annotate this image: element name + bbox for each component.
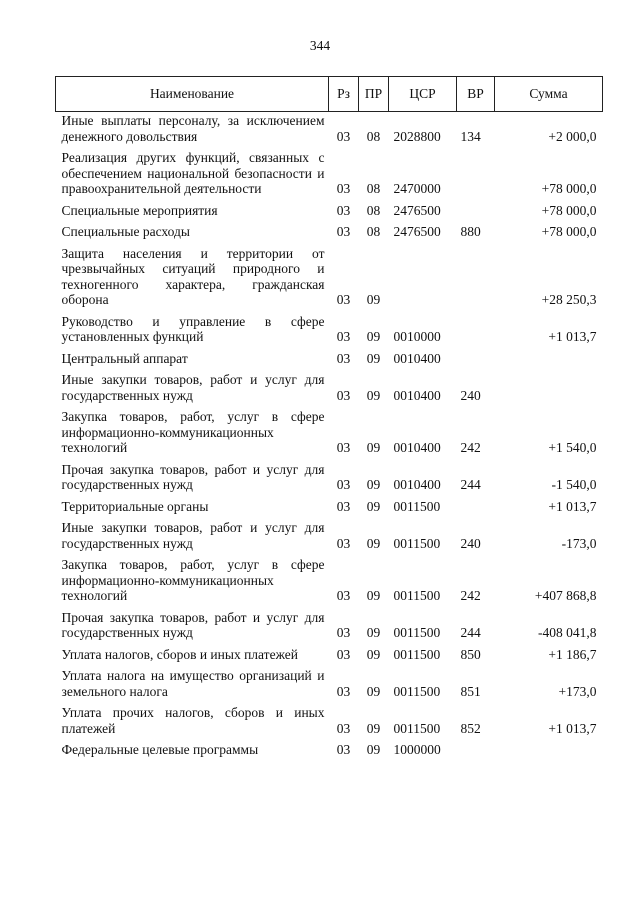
table-row [56, 403, 603, 456]
row-vr: 880 [460, 224, 481, 239]
row-rz: 03 [336, 535, 351, 551]
row-pr: 09 [366, 350, 381, 366]
table-row [56, 456, 603, 493]
row-rz: 03 [336, 202, 351, 218]
table-row [56, 514, 603, 551]
table-row [56, 662, 603, 699]
row-csr: 0010400 [393, 440, 441, 455]
row-pr: 09 [366, 387, 381, 403]
row-name: Прочая закупка товаров, работ и услуг для государственных нужд [61, 461, 325, 492]
row-csr: 0011500 [393, 588, 441, 603]
page-number: 344 [309, 38, 331, 53]
row-name: Иные закупки товаров, работ и услуг для государственных нужд [61, 520, 325, 551]
row-rz: 03 [336, 625, 351, 640]
row-csr: 2028800 [393, 128, 441, 144]
row-pr: 08 [366, 128, 381, 144]
row-sum: +78 000,0 [541, 224, 597, 239]
row-csr: 0011500 [393, 625, 441, 640]
row-name: Уплата налогов, сборов и иных платежей [61, 646, 298, 662]
row-name: Защита населения и территории от чрезвычайных ситуаций природного и техногенного характера, гражданская оборона [61, 245, 325, 307]
table-row [56, 736, 603, 758]
row-sum: +78 000,0 [541, 202, 597, 218]
row-vr: 242 [460, 588, 481, 603]
row-name: Реализация других функций, связанных с обеспечением национальной безопасности и правоохранительной деятельности [61, 150, 325, 196]
row-vr [457, 197, 495, 219]
row-pr: 09 [366, 498, 381, 514]
row-name: Специальные мероприятия [61, 202, 218, 218]
row-rz: 03 [336, 646, 351, 662]
table-body [56, 112, 603, 758]
row-rz: 03 [336, 588, 351, 603]
row-pr: 08 [366, 202, 381, 218]
row-csr: 0010000 [393, 329, 441, 344]
row-rz: 03 [336, 292, 351, 307]
row-pr: 09 [366, 646, 381, 662]
row-rz: 03 [336, 742, 351, 757]
row-sum: +1 013,7 [548, 498, 597, 514]
row-name: Федеральные целевые программы [61, 742, 259, 757]
row-pr: 09 [366, 588, 381, 603]
row-csr: 0011500 [393, 535, 441, 551]
header-vr: ВР [457, 77, 495, 112]
row-vr: 851 [460, 683, 481, 699]
row-pr: 09 [366, 477, 381, 492]
row-vr [457, 736, 495, 758]
row-name: Закупка товаров, работ, услуг в сфере информационно-коммуникационных технологий [61, 557, 325, 603]
row-name: Закупка товаров, работ, услуг в сфере информационно-коммуникационных технологий [61, 409, 325, 455]
row-vr [457, 240, 495, 308]
row-pr: 09 [366, 742, 381, 757]
row-name: Руководство и управление в сфере установленных функций [61, 313, 325, 344]
row-vr: 244 [460, 625, 481, 640]
row-name: Уплата прочих налогов, сборов и иных платежей [61, 705, 325, 736]
row-name: Специальные расходы [61, 224, 190, 239]
table-row [56, 604, 603, 641]
table-row [56, 345, 603, 367]
row-vr [457, 308, 495, 345]
row-sum: +1 013,7 [548, 329, 597, 344]
row-csr: 2476500 [393, 224, 441, 239]
row-sum: -1 540,0 [551, 477, 597, 492]
row-vr: 852 [460, 720, 481, 736]
row-rz: 03 [336, 329, 351, 344]
row-sum: -408 041,8 [538, 625, 597, 640]
row-rz: 03 [336, 477, 351, 492]
row-csr: 0010400 [393, 387, 441, 403]
row-vr: 244 [460, 477, 481, 492]
row-rz: 03 [336, 387, 351, 403]
row-pr: 09 [366, 440, 381, 455]
row-rz: 03 [336, 224, 351, 239]
row-pr: 09 [366, 329, 381, 344]
row-pr: 09 [366, 625, 381, 640]
row-rz: 03 [336, 498, 351, 514]
row-sum [495, 345, 603, 367]
row-rz: 03 [336, 181, 351, 196]
header-sum: Сумма [495, 77, 603, 112]
row-pr: 09 [366, 292, 381, 307]
row-vr: 850 [460, 646, 481, 662]
table-row [56, 240, 603, 308]
row-rz: 03 [336, 350, 351, 366]
row-sum [495, 366, 603, 403]
row-sum [495, 736, 603, 758]
row-name: Территориальные органы [61, 498, 209, 514]
row-name: Центральный аппарат [61, 350, 188, 366]
row-vr [457, 493, 495, 515]
row-csr: 0011500 [393, 683, 441, 699]
row-pr: 08 [366, 224, 381, 239]
row-vr: 134 [460, 128, 481, 144]
table-header [56, 77, 603, 112]
table-row [56, 218, 603, 240]
row-name: Иные закупки товаров, работ и услуг для государственных нужд [61, 372, 325, 403]
row-sum: +28 250,3 [541, 292, 597, 307]
row-vr: 240 [460, 387, 481, 403]
table-row [56, 551, 603, 604]
header-csr: ЦСР [389, 77, 457, 112]
row-sum: +78 000,0 [541, 181, 597, 196]
budget-table [55, 76, 603, 758]
table-row [56, 112, 603, 145]
row-rz: 03 [336, 440, 351, 455]
row-csr: 0011500 [393, 498, 441, 514]
row-sum: +1 186,7 [548, 646, 597, 662]
header-pr: ПР [359, 77, 389, 112]
row-vr: 242 [460, 440, 481, 455]
row-rz: 03 [336, 128, 351, 144]
row-pr: 09 [366, 683, 381, 699]
row-vr: 240 [460, 535, 481, 551]
row-pr: 09 [366, 720, 381, 736]
table-row [56, 641, 603, 663]
table-row [56, 197, 603, 219]
row-pr: 09 [366, 535, 381, 551]
row-rz: 03 [336, 683, 351, 699]
row-sum: +173,0 [558, 683, 597, 699]
row-vr [457, 345, 495, 367]
row-sum: -173,0 [561, 535, 597, 551]
row-name: Уплата налога на имущество организаций и земельного налога [61, 668, 325, 699]
table-row [56, 308, 603, 345]
row-csr: 0010400 [393, 477, 441, 492]
row-csr: 2476500 [393, 202, 441, 218]
row-pr: 08 [366, 181, 381, 196]
row-csr [389, 240, 457, 308]
row-csr: 1000000 [393, 742, 441, 757]
row-name: Прочая закупка товаров, работ и услуг для государственных нужд [61, 609, 325, 640]
table-row [56, 144, 603, 197]
header-name: Наименование [56, 77, 329, 112]
row-csr: 2470000 [393, 181, 441, 196]
row-csr: 0011500 [393, 720, 441, 736]
row-sum: +2 000,0 [548, 128, 597, 144]
row-name: Иные выплаты персоналу, за исключением денежного довольствия [61, 113, 325, 144]
table-row [56, 699, 603, 736]
row-sum: +1 013,7 [548, 720, 597, 736]
row-rz: 03 [336, 720, 351, 736]
row-vr [457, 144, 495, 197]
table-row [56, 493, 603, 515]
table-row [56, 366, 603, 403]
header-rz: Рз [329, 77, 359, 112]
row-csr: 0011500 [393, 646, 441, 662]
row-csr: 0010400 [393, 350, 441, 366]
row-sum: +407 868,8 [534, 588, 597, 603]
row-sum: +1 540,0 [548, 440, 597, 455]
